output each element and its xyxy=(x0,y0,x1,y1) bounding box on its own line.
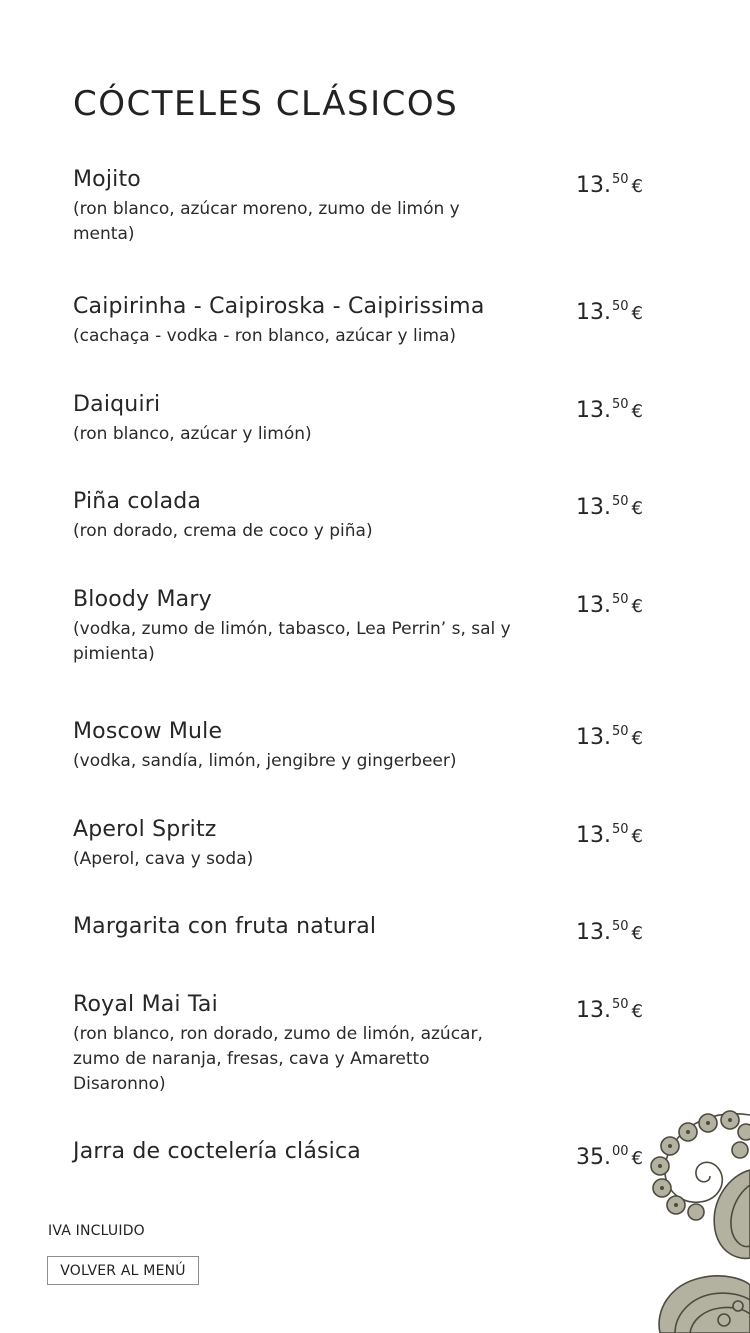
menu-item-royal-mai-tai xyxy=(73,991,653,1097)
item-name: Moscow Mule xyxy=(73,719,223,744)
menu-item-margarita xyxy=(73,913,653,945)
item-price xyxy=(576,488,643,523)
back-to-menu-button[interactable]: VOLVER AL MENÚ xyxy=(47,1256,199,1285)
price-cents: 50 xyxy=(612,724,629,739)
price-whole: 13. xyxy=(576,593,611,618)
price-cents: 00 xyxy=(612,1144,629,1159)
price-currency: € xyxy=(631,728,643,749)
paisley-ornament-icon xyxy=(640,1110,750,1333)
item-price xyxy=(576,586,643,621)
tax-note: IVA INCLUIDO xyxy=(48,1223,145,1239)
price-whole: 13. xyxy=(576,495,611,520)
item-price xyxy=(576,718,643,753)
item-name: Royal Mai Tai xyxy=(73,992,218,1017)
price-currency: € xyxy=(631,303,643,324)
menu-item-jarra xyxy=(73,1138,653,1170)
item-price xyxy=(576,991,643,1026)
price-whole: 13. xyxy=(576,173,611,198)
price-whole: 13. xyxy=(576,300,611,325)
price-whole: 13. xyxy=(576,998,611,1023)
price-currency: € xyxy=(631,923,643,944)
page-title: CÓCTELES CLÁSICOS xyxy=(73,84,459,124)
price-currency: € xyxy=(631,498,643,519)
item-name: Piña colada xyxy=(73,489,202,514)
price-cents: 50 xyxy=(612,592,629,607)
price-cents: 50 xyxy=(612,822,629,837)
menu-item-mojito xyxy=(73,166,653,247)
price-currency: € xyxy=(631,826,643,847)
item-description: (cachaça - vodka - ron blanco, azúcar y lima) xyxy=(73,326,457,346)
item-name: Aperol Spritz xyxy=(73,817,217,842)
item-price xyxy=(576,1138,643,1173)
price-currency: € xyxy=(631,1148,643,1169)
item-description: (ron blanco, azúcar y limón) xyxy=(73,424,312,444)
item-description: (ron blanco, azúcar moreno, zumo de limón y menta) xyxy=(73,199,460,244)
price-currency: € xyxy=(631,1001,643,1022)
item-name: Jarra de coctelería clásica xyxy=(73,1139,361,1164)
price-currency: € xyxy=(631,401,643,422)
item-name: Margarita con fruta natural xyxy=(73,914,377,939)
price-whole: 13. xyxy=(576,725,611,750)
price-cents: 50 xyxy=(612,997,629,1012)
menu-item-daiquiri xyxy=(73,391,653,447)
item-description: (vodka, sandía, limón, jengibre y gingerbeer) xyxy=(73,751,457,771)
item-price xyxy=(576,816,643,851)
price-cents: 50 xyxy=(612,919,629,934)
item-description: (vodka, zumo de limón, tabasco, Lea Perrin’ s, sal y pimienta) xyxy=(73,619,511,664)
price-cents: 50 xyxy=(612,299,629,314)
price-cents: 50 xyxy=(612,397,629,412)
price-whole: 13. xyxy=(576,920,611,945)
item-description: (Aperol, cava y soda) xyxy=(73,849,254,869)
menu-item-bloody-mary xyxy=(73,586,653,667)
item-description: (ron blanco, ron dorado, zumo de limón, azúcar, zumo de naranja, fresas, cava y Amaretto Disaronno) xyxy=(73,1024,483,1094)
menu-item-caipirinha xyxy=(73,293,653,349)
item-name: Caipirinha - Caipiroska - Caipirissima xyxy=(73,294,485,319)
item-name: Bloody Mary xyxy=(73,587,212,612)
menu-item-pina-colada xyxy=(73,488,653,544)
price-cents: 50 xyxy=(612,172,629,187)
price-cents: 50 xyxy=(612,494,629,509)
item-price xyxy=(576,391,643,426)
item-price xyxy=(576,293,643,328)
menu-item-aperol-spritz xyxy=(73,816,653,872)
item-description: (ron dorado, crema de coco y piña) xyxy=(73,521,373,541)
item-price xyxy=(576,913,643,948)
price-whole: 13. xyxy=(576,823,611,848)
price-whole: 13. xyxy=(576,398,611,423)
price-currency: € xyxy=(631,596,643,617)
item-name: Mojito xyxy=(73,167,141,192)
price-whole: 35. xyxy=(576,1145,611,1170)
item-name: Daiquiri xyxy=(73,392,161,417)
menu-item-moscow-mule xyxy=(73,718,653,774)
price-currency: € xyxy=(631,176,643,197)
item-price xyxy=(576,166,643,201)
